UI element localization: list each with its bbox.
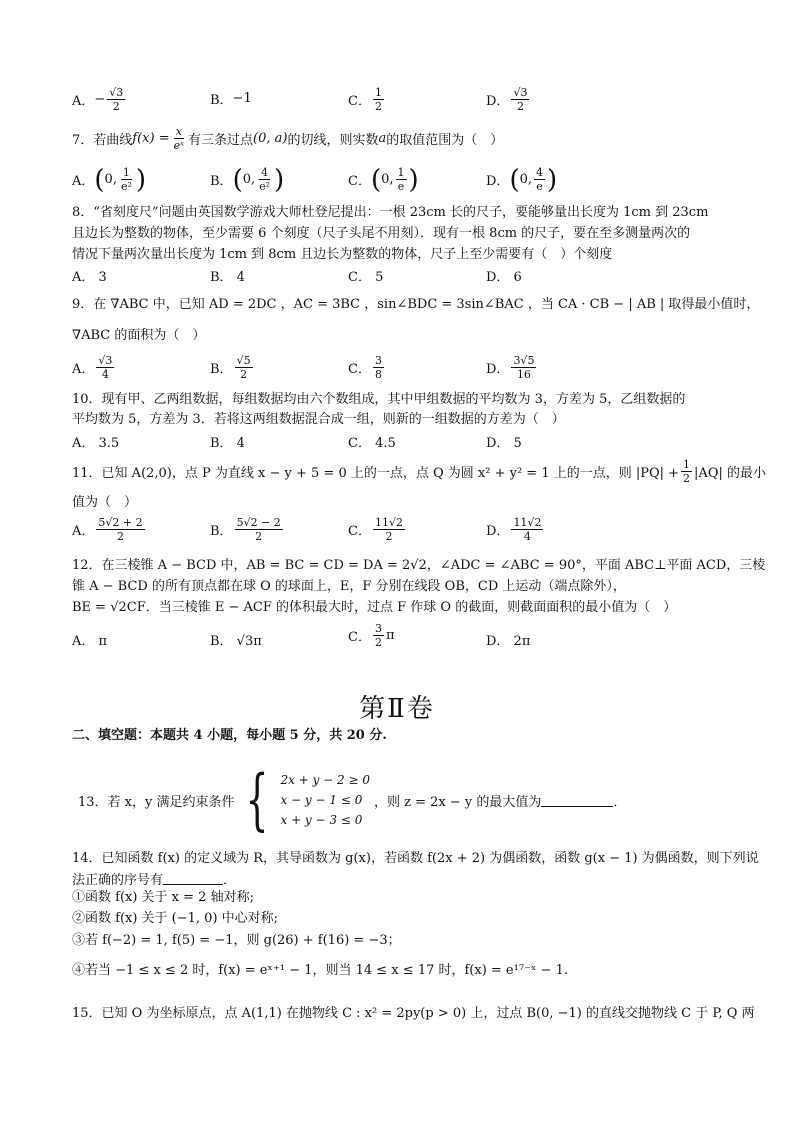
q8-option-d: D． 6 [486, 270, 522, 285]
q14-statement-3: ③若 f(−2) = 1, f(5) = −1，则 g(26) + f(16) = −3； [72, 933, 401, 948]
answer-blank[interactable] [163, 872, 223, 885]
q8-option-c: C． 5 [348, 270, 384, 285]
fraction: $\frac{11√2}{4}$ [513, 516, 542, 543]
q10-option-a: A． 3.5 [72, 436, 120, 451]
q10-line-2: 平均数为 5，方差为 3．若将这两组数据混合成一组，则新的一组数据的方差为（ ） [72, 412, 565, 427]
fraction: $\frac{5√2 + 2}{2}$ [98, 516, 143, 543]
q12-line-3: BE = √2CF．当三棱锥 E − ACF 的体积最大时，过点 F 作球 O 的截面，则截面面积的最小值为（ ） [72, 600, 677, 615]
fraction: $\frac{√3}{2}$ [109, 86, 124, 113]
q6-option-b: B． −1 [210, 91, 252, 108]
q9-line-1: 9．在 ∇ABC 中，已知 AD = 2DC ，AC = 3BC ，sin∠BDC = 3sin∠BAC ，当 CA · CB − | AB | 取得最小值时， [72, 297, 760, 312]
q8-option-a: A． 3 [72, 270, 107, 285]
q14-line-2: 法正确的序号有 ． [72, 873, 237, 888]
q10-option-d: D． 5 [486, 436, 522, 451]
fraction: $\frac{x}{\text{eˣ}}$ [173, 125, 185, 152]
q11-line-1: 11．已知 A(2,0)，点 P 为直线 x − y + 5 = 0 上的一点，点 Q 为圆 x² + y² = 1 上的一点，则 |PQ| + $\frac{1}{2}$ |AQ| 的最小 [72, 458, 766, 485]
q12-option-b: B． √3π [210, 634, 262, 649]
q11-option-b: B． $\frac{5√2 - 2}{2}$ [210, 516, 281, 543]
q10-line-1: 10．现有甲、乙两组数据，每组数据均由六个数组成，其中甲组数据的平均数为 3，方差为 5，乙组数据的 [72, 392, 686, 407]
fraction: $\frac{3}{8}$ [374, 354, 382, 381]
fraction: $\frac{11√2}{2}$ [374, 516, 403, 543]
q10-option-c: C． 4.5 [348, 436, 396, 451]
q14-statement-2: ②函数 f(x) 关于 (−1, 0) 中心对称; [72, 911, 279, 926]
q7-stem: 7．若曲线 f(x) = $\frac{x}{\text{eˣ}}$ 有三条过点 (0, a) 的切线，则实数 a 的取值范围为（ ） [72, 125, 504, 152]
q12-option-a: A． π [72, 634, 108, 649]
constraint-system: 2x + y − 2 ≥ 0 x − y − 1 ≤ 0 x + y − 3 ≤ 0 [280, 773, 370, 827]
q7-option-a: A． ( 0, $\frac{1}{\text{e²}}$ ) [72, 164, 147, 195]
q7-option-d: D． ( 0, $\frac{4}{e}$ ) [486, 164, 558, 195]
q6-option-a: A． − $\frac{√3}{2}$ [72, 86, 124, 113]
fraction: $\frac{3√5}{16}$ [513, 354, 535, 381]
q9-option-d: D． $\frac{3√5}{16}$ [486, 354, 535, 381]
q8-line-2: 且边长为整数的物体，至少需要 6 个刻度（尺子头尾不用刻）．现有一根 8cm 的尺子，要在至多测量两次的 [72, 226, 691, 241]
fraction: $\frac{5√2 - 2}{2}$ [236, 516, 281, 543]
q12-option-c: C． $\frac{3}{2}$ π [348, 622, 395, 649]
q11-option-c: C． $\frac{11√2}{2}$ [348, 516, 403, 543]
q12-option-d: D． 2π [486, 634, 531, 649]
q8-line-3: 情况下量两次量出长度为 1cm 到 8cm 且边长为整数的物体，尺子上至少需要有（ ）个刻度 [72, 247, 613, 262]
q11-option-a: A． $\frac{5√2 + 2}{2}$ [72, 516, 143, 543]
q6-option-d: D． $\frac{√3}{2}$ [486, 86, 528, 113]
fraction: $\frac{1}{\text{e²}}$ [120, 166, 132, 193]
fraction: $\frac{4}{\text{e²}}$ [259, 166, 271, 193]
q10-option-b: B． 4 [210, 436, 245, 451]
fraction: $\frac{√3}{4}$ [98, 354, 113, 381]
part2-heading: 二、填空题：本题共 4 小题，每小题 5 分，共 20 分. [72, 728, 387, 743]
q8-option-b: B． 4 [210, 270, 245, 285]
q7-option-c: C． ( 0, $\frac{1}{e}$ ) [348, 164, 419, 195]
q7-option-b: B． ( 0, $\frac{4}{\text{e²}}$ ) [210, 164, 285, 195]
q11-line-2: 值为（ ） [72, 495, 138, 510]
q14-statement-1: ①函数 f(x) 关于 x = 2 轴对称; [72, 890, 254, 905]
q8-line-1: 8．“省刻度尺”问题由英国数学游戏大师杜登尼提出：一根 23cm 长的尺子，要能够量出长度为 1cm 到 23cm [72, 205, 709, 220]
q9-option-b: B． $\frac{√5}{2}$ [210, 354, 251, 381]
q11-option-d: D． $\frac{11√2}{4}$ [486, 516, 542, 543]
q14-line-1: 14．已知函数 f(x) 的定义域为 R，其导函数为 g(x)，若函数 f(2x + 2) 为偶函数，函数 g(x − 1) 为偶函数，则下列说 [72, 851, 759, 866]
q9-option-c: C． $\frac{3}{8}$ [348, 354, 382, 381]
answer-blank[interactable] [541, 794, 613, 807]
fraction: $\frac{4}{e}$ [536, 166, 543, 193]
fraction: $\frac{1}{e}$ [397, 166, 405, 193]
fraction: $\frac{3}{2}$ [374, 622, 382, 649]
fraction: $\frac{1}{2}$ [374, 86, 382, 113]
q14-statement-4: ④若当 −1 ≤ x ≤ 2 时，f(x) = eˣ⁺¹ − 1，则当 14 ≤ x ≤ 17 时，f(x) = e¹⁷⁻ˣ − 1. [72, 963, 568, 978]
q13-stem: 13．若 x，y 满足约束条件 { 2x + y − 2 ≥ 0 x − y − 1 ≤ 0 x + y − 3 ≤ 0 ，则 z = 2x − y 的最大值为 ． [78, 761, 627, 838]
q12-line-1: 12．在三棱锥 A − BCD 中，AB = BC = CD = DA = 2√2，∠ADC = ∠ABC = 90°，平面 ABC⊥平面 ACD，三棱 [72, 558, 766, 573]
fraction: $\frac{1}{2}$ [683, 458, 691, 485]
q15-line-1: 15．已知 O 为坐标原点，点 A(1,1) 在抛物线 C : x² = 2py(p > 0) 上，过点 B(0, −1) 的直线交抛物线 C 于 P, Q 两 [72, 1006, 755, 1021]
q9-line-2: ∇ABC 的面积为（ ） [72, 328, 206, 343]
section-title: 第Ⅱ卷 [359, 694, 435, 724]
fraction: $\frac{√5}{2}$ [236, 354, 251, 381]
q6-option-c: C． $\frac{1}{2}$ [348, 86, 382, 113]
q9-option-a: A． $\frac{√3}{4}$ [72, 354, 113, 381]
fraction: $\frac{√3}{2}$ [513, 86, 528, 113]
q12-line-2: 锥 A − BCD 的所有顶点都在球 O 的球面上，E，F 分别在线段 OB，CD 上运动（端点除外）， [72, 579, 626, 594]
